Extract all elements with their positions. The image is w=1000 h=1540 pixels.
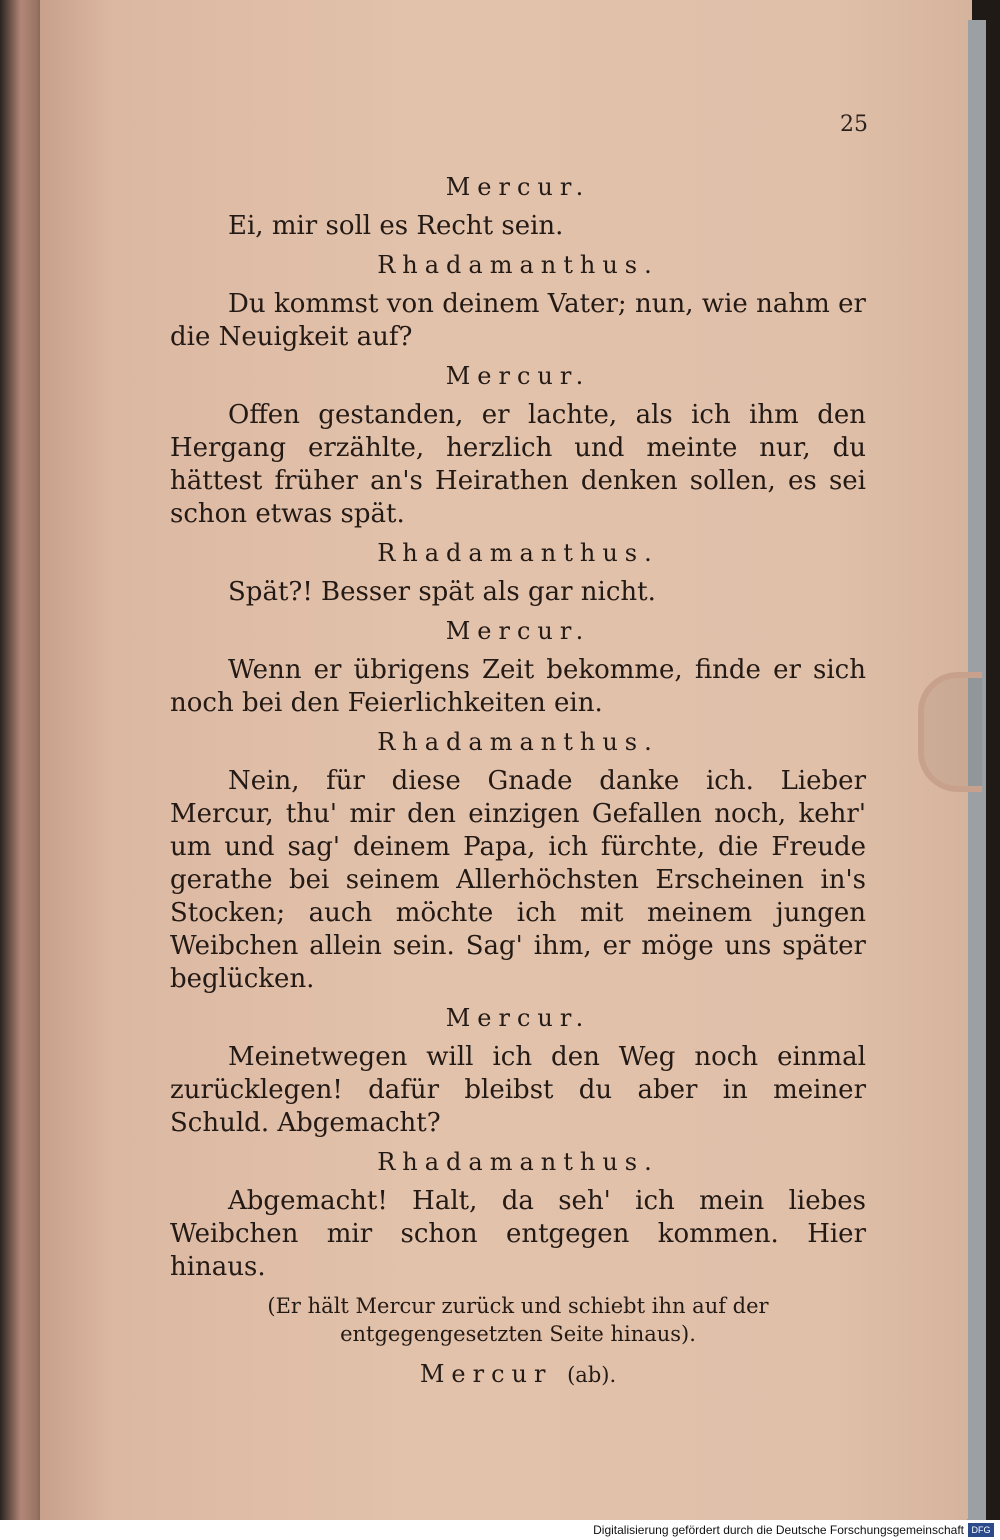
dialogue-text: [170, 165, 866, 1398]
dialogue-line: Meinetwegen will ich den Weg noch einmal zurücklegen! dafür bleibst du aber in meiner Schuld. Abgemacht?: [170, 1042, 866, 1138]
speaker-note: (ab).: [567, 1363, 617, 1387]
page-clip: [918, 672, 982, 792]
dialogue-line: Nein, für diese Gnade danke ich. Lieber Mercur, thu' mir den einzigen Gefallen noch, kehr' um und sag' deinem Papa, ich fürchte, die Freude gerathe bei seinem Allerhöchsten Erscheinen in's Stocken; auch möchte ich mit meinem jungen Weibchen allein sein. Sag' ihm, er möge uns später beglücken.: [170, 766, 866, 994]
speaker-name: Mercur.: [445, 173, 591, 201]
speaker-name: Rhadamanthus.: [377, 539, 659, 567]
footer-credit: Digitalisierung gefördert durch die Deutsche Forschungsgemeinschaft: [593, 1523, 964, 1537]
speaker-name: Mercur.: [445, 362, 591, 390]
final-speaker: [170, 1358, 866, 1392]
footer-bar: [0, 1520, 1000, 1540]
speaker-name: Rhadamanthus.: [377, 1148, 659, 1176]
stage-direction: (Er hält Mercur zurück und schiebt ihn auf der entgegengesetzten Seite hinaus).: [267, 1294, 769, 1346]
dialogue-line: Abgemacht! Halt, da seh' ich mein liebes Weibchen mir schon entgegen kommen. Hier hinaus.: [170, 1186, 866, 1282]
dialogue-line: Spät?! Besser spät als gar nicht.: [228, 577, 656, 607]
dialogue-line: Ei, mir soll es Recht sein.: [228, 211, 564, 241]
speaker-name: Mercur.: [445, 1004, 591, 1032]
dfg-logo: DFG: [968, 1523, 994, 1537]
speaker-name: Rhadamanthus.: [377, 728, 659, 756]
speaker-name: Rhadamanthus.: [377, 251, 659, 279]
dialogue-line: Du kommst von deinem Vater; nun, wie nahm er die Neuigkeit auf?: [170, 289, 866, 352]
speaker-name: Mercur.: [445, 617, 591, 645]
dialogue-line: Wenn er übrigens Zeit bekomme, finde er sich noch bei den Feierlichkeiten ein.: [170, 655, 866, 718]
speaker-name: Mercur: [419, 1360, 553, 1388]
page-number: 25: [840, 112, 868, 137]
dialogue-line: Offen gestanden, er lachte, als ich ihm den Hergang erzählte, herzlich und meinte nur, du hättest früher an's Heirathen denken sollen, es sei schon etwas spät.: [170, 400, 866, 529]
